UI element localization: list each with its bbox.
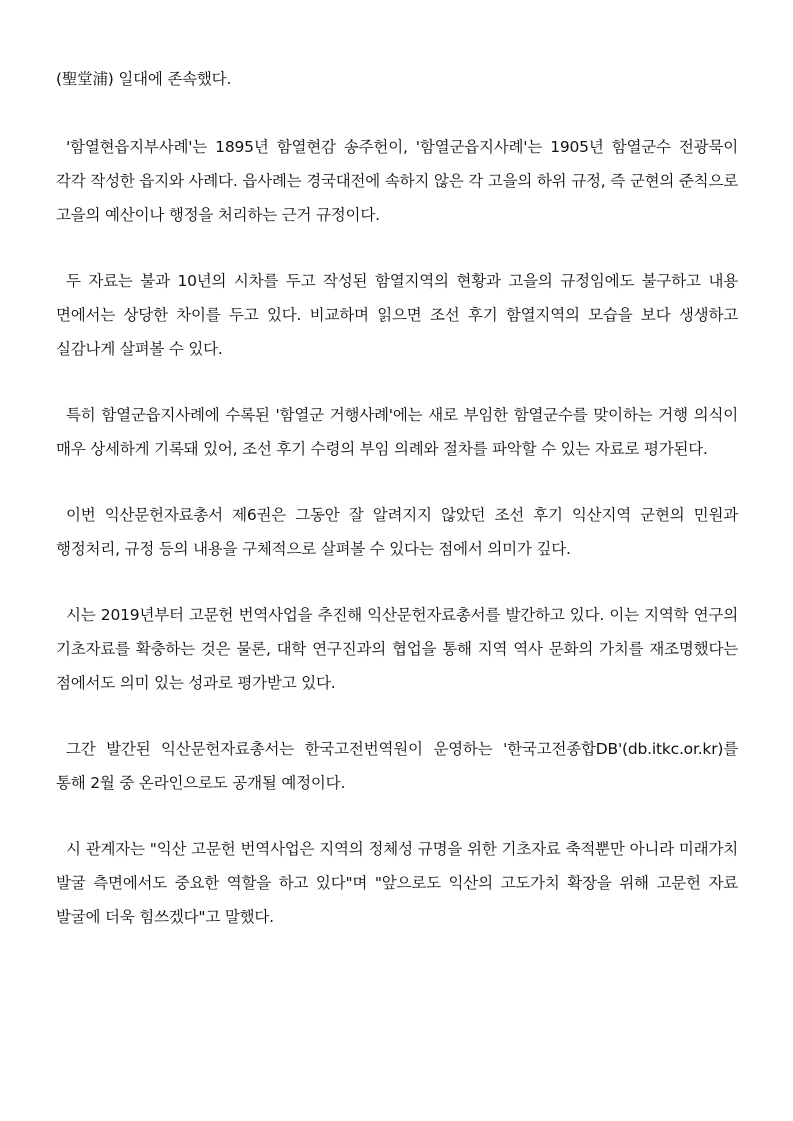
paragraph-2: '함열현읍지부사례'는 1895년 함열현감 송주헌이, '함열군읍지사례'는 1905년 함열군수 전광묵이 각각 작성한 읍지와 사례다. 읍사례는 경국대전에 속하지 않은 각 고을의 하위 규정, 즉 군현의 준칙으로 고을의 예산이나 행정을 처리하는 근거 규정이다. (56, 138, 738, 224)
paragraph-4: 특히 함열군읍지사례에 수록된 '함열군 거행사례'에는 새로 부임한 함열군수를 맞이하는 거행 의식이 매우 상세하게 기록돼 있어, 조선 후기 수령의 부임 의례와 절차를 파악할 수 있는 자료로 평가된다. (56, 406, 738, 458)
paragraph-5: 이번 익산문헌자료총서 제6권은 그동안 잘 알려지지 않았던 조선 후기 익산지역 군현의 민원과 행정처리, 규정 등의 내용을 구체적으로 살펴볼 수 있다는 점에서 의미가 깊다. (56, 506, 738, 558)
paragraph-3: 두 자료는 불과 10년의 시차를 두고 작성된 함열지역의 현황과 고을의 규정임에도 불구하고 내용 면에서는 상당한 차이를 두고 있다. 비교하며 읽으면 조선 후기 함열지역의 모습을 보다 생생하고 실감나게 살펴볼 수 있다. (56, 272, 738, 358)
document-body (56, 62, 738, 966)
paragraph-8: 시 관계자는 "익산 고문헌 번역사업은 지역의 정체성 규명을 위한 기초자료 축적뿐만 아니라 미래가치 발굴 측면에서도 중요한 역할을 하고 있다"며 "앞으로도 익산의 고도가치 확장을 위해 고문헌 자료 발굴에 더욱 힘쓰겠다"고 말했다. (56, 840, 738, 926)
paragraph-1: (聖堂浦) 일대에 존속했다. (56, 70, 232, 88)
paragraph-7: 그간 발간된 익산문헌자료총서는 한국고전번역원이 운영하는 '한국고전종합DB'(db.itkc.or.kr)를 통해 2월 중 온라인으로도 공개될 예정이다. (56, 740, 738, 792)
paragraph-6: 시는 2019년부터 고문헌 번역사업을 추진해 익산문헌자료총서를 발간하고 있다. 이는 지역학 연구의 기초자료를 확충하는 것은 물론, 대학 연구진과의 협업을 통해 지역 역사 문화의 가치를 재조명했다는 점에서도 의미 있는 성과로 평가받고 있다. (56, 606, 738, 692)
